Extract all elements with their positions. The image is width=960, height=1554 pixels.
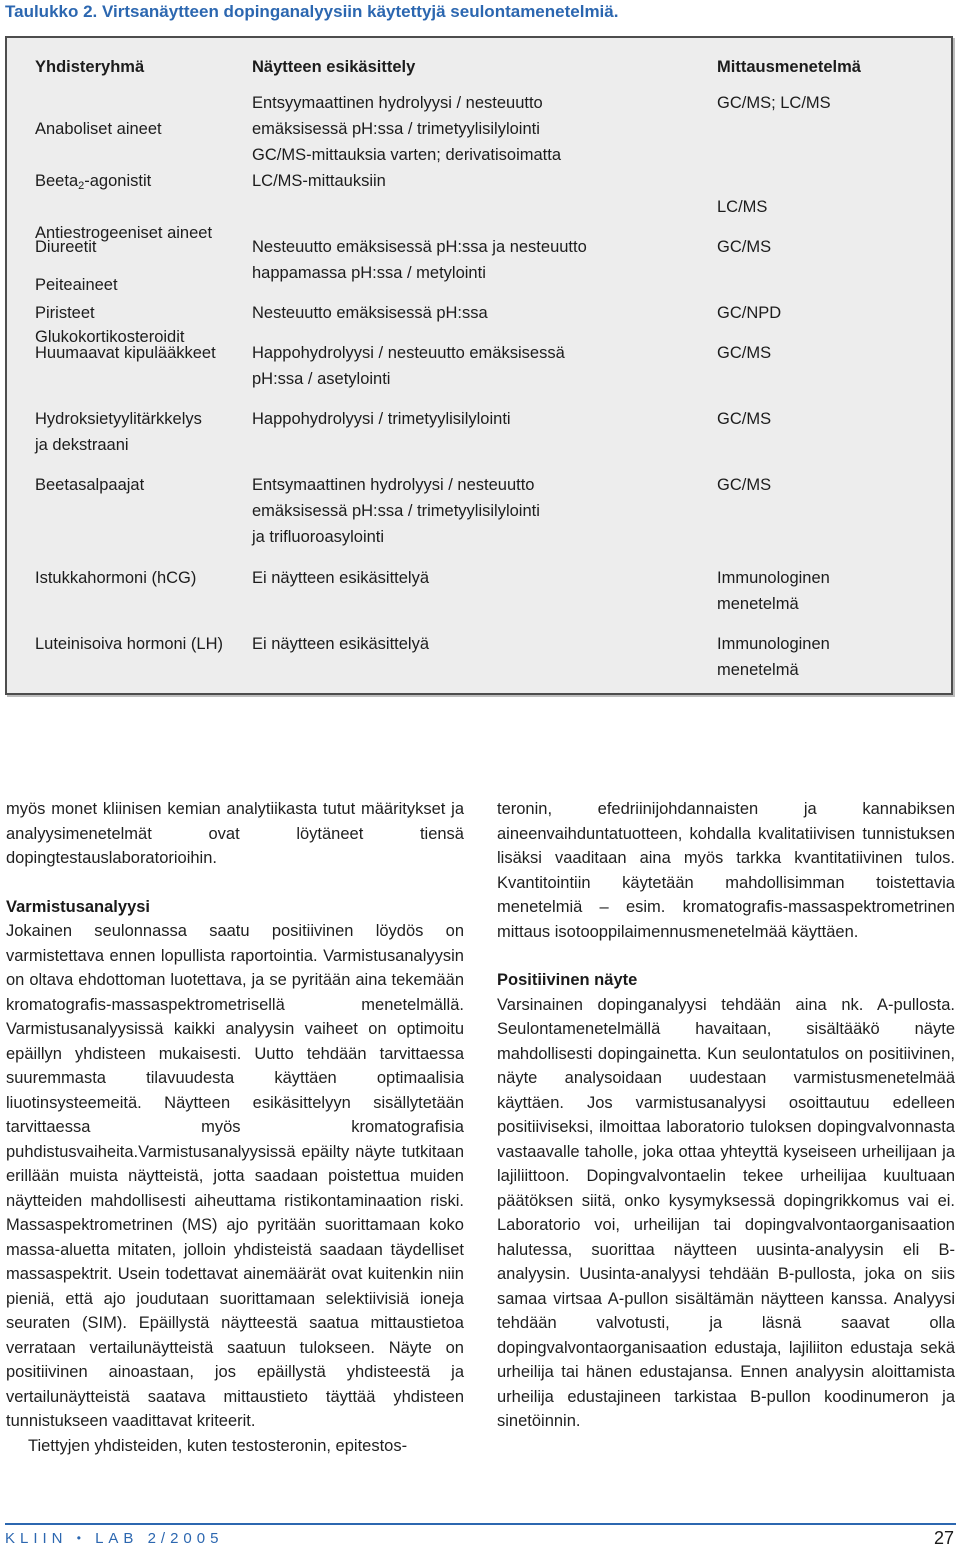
paragraph: Varsinainen dopinganalyysi tehdään aina nk. A-pullosta. Seulontamenetelmällä havaitaan, sisältääkö näyte mahdollisesti dopingainetta. Kun seulontatulos on positiivinen, näyte analysoidaan uudestaan varmistusmenetelmää käyttäen. Jos varmistusanalyysi osoittautuu edelleen positiiviseksi, ilmoittaa laboratorio tuloksen dopingvalvonnasta vastaavalle taholle, joka ottaa yhteyttä kyseiseen urheilijaan ja lajiliittoon. Dopingvalvontaelin tekee urheilijaa kuultuaan päätöksen siitä, onko kysymyksessä dopingrikkomus vai ei. Laboratorio voi, urheilijan tai dopingvalvontaorganisaation halutessa, suorittaa näytteen uusinta-analyysin eli B-analyysin. Uusinta-analyysi tehdään B-pullosta, joka on siis samaa virtsaa A-pullon sisältämän näytteen kanssa. Analyysi tehdään valvotusti, ja läsnä saavat olla dopingvalvontaorganisaation edustaja, lajiliiton edustaja sekä urheilija tai hänen edustajansa. Ennen analyysin aloittamista urheilija edustajineen tarkistaa B-pullon koodinumeron ja sinetöinnin. <box>497 995 955 1430</box>
table-row-group <box>35 90 250 376</box>
table-row-method: GC/MS <box>717 410 772 428</box>
table-row-group: Luteinisoiva hormoni (LH) <box>35 635 224 653</box>
table-row-group: Istukkahormoni (hCG) <box>35 569 197 587</box>
paragraph: Jokainen seulonnassa saatu positiivinen löydös on varmistettava ennen lopullista raportointia. Varmistusanalyysin on oltava ehdottoman luotettava, ja se pyritään aina tekemään kromatografis-massaspektrometrisellä menetelmällä. Varmistusanalyysissä kaikki analyysin vaiheet on optimoitu epäillyn yhdisteen mukaisesti. Uutto tehdään tarvittaessa suuremmasta tilavuudesta käyttäen optimaalisia liuotinsysteemeitä. Näytteen esikäsittelyyn sisällytetään tarvittaessa myös kromatografisia puhdistusvaiheita.Varmistusanalyysissä epäilty näyte tutkitaan erillään muista näytteistä, jotta saadaan poistettua muiden näytteiden mahdollisesti aiheuttama ristikontaminaation riski. Massaspektrometrinen (MS) ajo pyritään suorittamaan koko massa-aluetta mitaten, jolloin yhdisteistä saadaan täydelliset massaspektrit. Usein todettavat ainemäärät ovat kuitenkin niin pieniä, että ajo joudutaan suorittamaan selektiivisiä ioneja seuraten (SIM). Epäillystä näytteestä saatua mittaustietoa verrataan vertailunäytteistä saatuun tulokseen. Näyte on positiivinen ainoastaan, jos epäillystä yhdisteestä ja vertailunäytteistä saatava mittaustieto täyttää yhdisteen tunnistukseen vaadittavat kriteerit. <box>6 922 464 1430</box>
group-line: Antiestrogeeniset aineet <box>35 224 213 242</box>
journal-title: KLIIN <box>5 1530 68 1547</box>
table-row-prep: Entsyymaattinen hydrolyysi / nesteuutto emäksisessä pH:ssa / trimetyylisilylointi GC/MS-mittauksia varten; derivatisoimatta LC/MS-mittauksiin <box>252 94 562 190</box>
group-line: Glukokortikosteroidit <box>35 328 185 346</box>
table-row-group: Diureetit <box>35 238 97 256</box>
table-row-group: Beetasalpaajat <box>35 476 145 494</box>
table-row-method: GC/MS <box>717 238 772 256</box>
table-row-method: GC/MS <box>717 476 772 494</box>
journal-issue: LAB 2/2005 <box>95 1530 224 1547</box>
table-row-prep: Ei näytteen esikäsittelyä <box>252 635 430 653</box>
bullet-icon: • <box>76 1531 86 1545</box>
beta-text: Beeta <box>35 172 79 190</box>
group-line: Peiteaineet <box>35 276 118 294</box>
paragraph: Tiettyjen yhdisteiden, kuten testosteronin, epitestos- <box>28 1436 408 1455</box>
table-row-method-extra: LC/MS <box>717 198 768 216</box>
table-row-method: Immunologinen menetelmä <box>717 635 830 679</box>
screening-methods-table <box>5 36 953 695</box>
table-row-method: GC/NPD <box>717 304 782 322</box>
table-row-group: Huumaavat kipulääkkeet <box>35 344 216 362</box>
footer-divider <box>5 1523 956 1525</box>
beta-subscript: 2 <box>78 180 85 192</box>
table-row-prep: Nesteuutto emäksisessä pH:ssa <box>252 304 488 322</box>
header-compound-group: Yhdisteryhmä <box>35 58 145 76</box>
table-row-prep: Entsymaattinen hydrolyysi / nesteuutto emäksisessä pH:ssa / trimetyylisilylointi ja trifluoroasylointi <box>252 476 540 546</box>
table-row-prep: Happohydrolyysi / nesteuutto emäksisessä pH:ssa / asetylointi <box>252 344 565 388</box>
journal-name <box>5 1530 223 1547</box>
table-row-method: GC/MS; LC/MS <box>717 94 831 112</box>
header-sample-prep: Näytteen esikäsittely <box>252 58 416 76</box>
paragraph: teronin, efedriinijohdannaisten ja kannabiksen aineenvaihduntatuotteen, kohdalla kvalitatiivisen tunnistuksen lisäksi vaaditaan aina myös tarkka kvantitatiivinen tulos. Kvantitointiin käytetään mahdollisimman toistettavia menetelmiä – esim. kromatografis-massaspektrometrinen mittaus isotooppilaimennusmenetelmää käyttäen. <box>497 800 955 941</box>
table-row-group: Piristeet <box>35 304 95 322</box>
group-line <box>35 168 250 194</box>
header-method: Mittausmenetelmä <box>717 58 861 76</box>
table-row-group: Hydroksietyylitärkkelys ja dekstraani <box>35 410 202 454</box>
table-row-method: GC/MS <box>717 344 772 362</box>
table-row-method: Immunologinen menetelmä <box>717 569 830 613</box>
table-row-prep: Happohydrolyysi / trimetyylisilylointi <box>252 410 511 428</box>
right-text-column <box>497 797 955 1434</box>
section-heading: Positiivinen näyte <box>497 971 638 989</box>
agonist-text: -agonistit <box>84 172 152 190</box>
section-heading: Varmistusanalyysi <box>6 897 151 916</box>
table-caption: Taulukko 2. Virtsanäytteen dopinganalyysiin käytettyjä seulontamenetelmiä. <box>5 2 619 21</box>
table-row-prep: Ei näytteen esikäsittelyä <box>252 569 430 587</box>
table-row-prep: Nesteuutto emäksisessä pH:ssa ja nesteuutto happamassa pH:ssa / metylointi <box>252 238 587 282</box>
left-text-column <box>6 797 464 1458</box>
page-number: 27 <box>933 1528 954 1548</box>
paragraph: myös monet kliinisen kemian analytiikasta tutut määritykset ja analyysimenetelmät ovat löytäneet tiensä dopingtestauslaboratorioihin. <box>6 800 464 867</box>
group-line: Anaboliset aineet <box>35 120 162 138</box>
